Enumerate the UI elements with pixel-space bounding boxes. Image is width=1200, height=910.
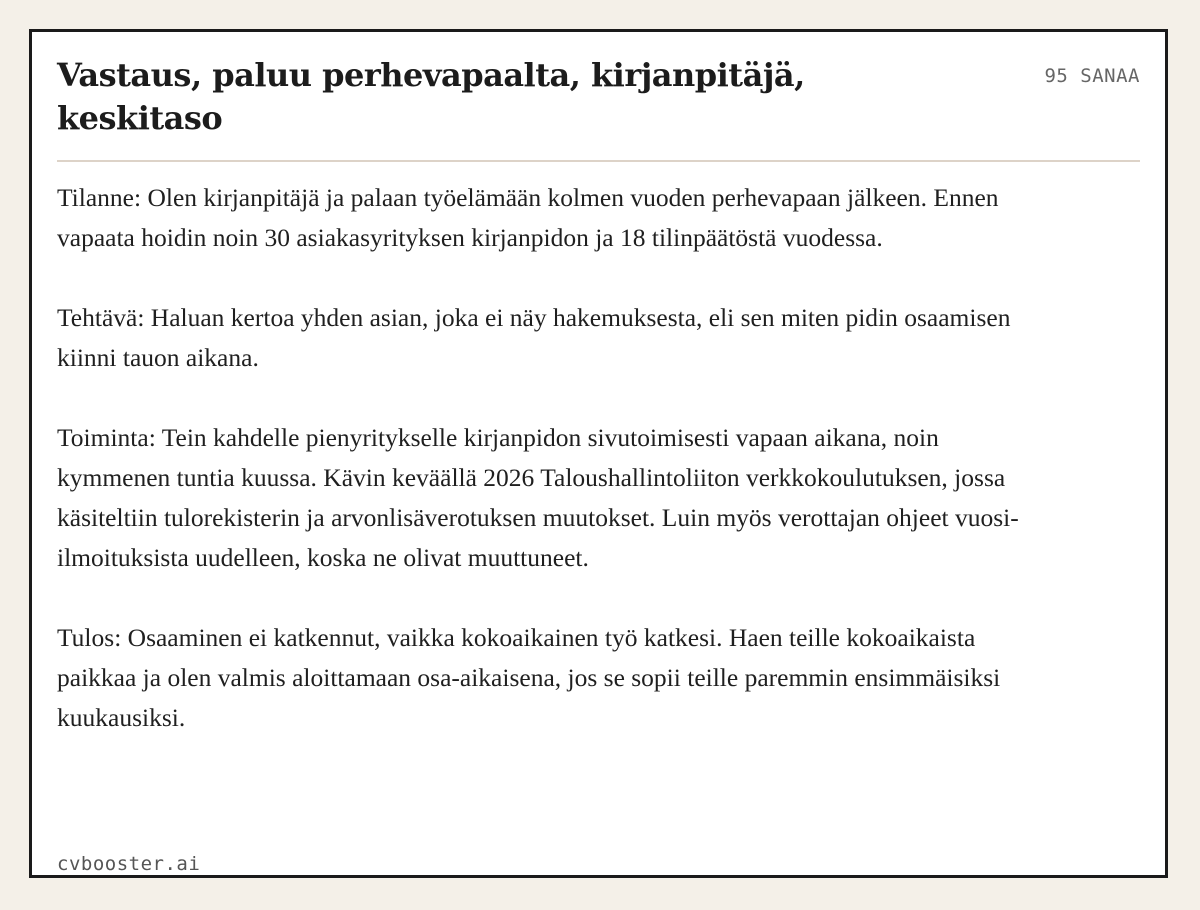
answer-body xyxy=(57,178,1037,738)
word-count-badge: 95 SANAA xyxy=(1044,65,1140,87)
paragraph-action: Toiminta: Tein kahdelle pienyritykselle kirjanpidon sivutoimisesti vapaan aikana, noin kymmenen tuntia kuussa. Kävin keväällä 2026 Taloushallintoliiton verkkokoulutuksen, jossa käsiteltiin tulorekisterin ja arvonlisäverotuksen muutokset. Luin myös verottajan ohjeet vuosi-ilmoituksista uudelleen, koska ne olivat muuttuneet. xyxy=(57,423,1019,572)
header-divider xyxy=(57,160,1140,162)
paragraph-result: Tulos: Osaaminen ei katkennut, vaikka kokoaikainen työ katkesi. Haen teille kokoaikaista paikkaa ja olen valmis aloittamaan osa-aikaisena, jos se sopii teille paremmin ensimmäisiksi kuukausiksi. xyxy=(57,623,1001,732)
paragraph-task: Tehtävä: Haluan kertoa yhden asian, joka ei näy hakemuksesta, eli sen miten pidin osaamisen kiinni tauon aikana. xyxy=(57,303,1011,372)
brand-footer: cvbooster.ai xyxy=(57,853,201,875)
page-title: Vastaus, paluu perhevapaalta, kirjanpitäjä, keskitaso xyxy=(57,56,805,137)
paragraph-situation: Tilanne: Olen kirjanpitäjä ja palaan työelämään kolmen vuoden perhevapaan jälkeen. Ennen vapaata hoidin noin 30 asiakasyrityksen kirjanpidon ja 18 tilinpäätöstä vuodessa. xyxy=(57,183,999,252)
answer-card xyxy=(29,29,1168,878)
